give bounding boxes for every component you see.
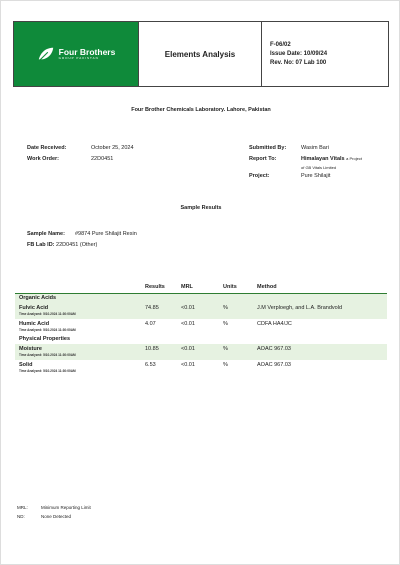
result-value: 6.53	[145, 362, 156, 368]
time-analyzed: Time Analyzed: 5/10.2024 11:30:00AM	[19, 328, 76, 332]
analyte-name: Solid	[19, 362, 33, 368]
results-header-row	[15, 280, 387, 294]
abbreviations-legend	[17, 503, 91, 521]
units-header: Units	[219, 280, 253, 294]
mrl-value: <0.01	[181, 321, 195, 327]
abbreviation-meaning: Minimum Reporting Limit	[41, 505, 91, 510]
order-info	[27, 143, 134, 165]
group-row	[15, 335, 387, 344]
submitted-by-label: Submitted By:	[249, 145, 287, 151]
units-value: %	[223, 362, 228, 368]
method-value: CDFA HA4/JC	[257, 321, 292, 327]
logo-text: Four Brothers	[58, 46, 116, 57]
sample-name-value: #9874 Pure Shilajit Resin	[75, 231, 137, 237]
mrl-value: <0.01	[181, 362, 195, 368]
project-value: Pure Shilajit	[301, 173, 331, 179]
mrl-value: <0.01	[177, 344, 219, 360]
work-order-value: 22D0451	[91, 156, 114, 162]
method-value: AOAC 967.03	[253, 344, 387, 360]
result-value: 4.07	[145, 321, 156, 327]
report-to-line2: of GB Vitals Limited	[301, 165, 337, 170]
group-row	[15, 294, 387, 304]
table-row	[15, 303, 387, 319]
units-value: %	[219, 344, 253, 360]
lab-name: Four Brother Chemicals Laboratory. Lahore, Pakistan	[131, 107, 271, 113]
work-order-label: Work Order:	[27, 156, 59, 162]
sample-results-heading: Sample Results	[180, 205, 222, 211]
time-analyzed: Time Analyzed: 5/10.2024 11:30:00AM	[19, 312, 76, 316]
group-name: Physical Properties	[19, 336, 71, 342]
mrl-value: <0.01	[177, 303, 219, 319]
form-number: F-06/02	[270, 41, 291, 48]
time-analyzed: Time Analyzed: 5/10.2024 11:30:00AM	[19, 369, 76, 373]
issue-date: Issue Date: 10/09/24	[270, 50, 328, 57]
table-row	[15, 360, 387, 376]
date-received-label: Date Received:	[27, 145, 67, 151]
company-logo	[14, 22, 138, 86]
units-value: %	[223, 321, 228, 327]
logo-subtext: GROUP PAKISTAN	[58, 56, 99, 61]
analyte-name: Fulvic Acid	[19, 305, 49, 311]
result-value: 74.85	[141, 303, 177, 319]
date-received-value: October 25, 2024	[91, 145, 134, 151]
result-value: 10.85	[141, 344, 177, 360]
sample-info	[27, 229, 137, 251]
units-value: %	[219, 303, 253, 319]
method-value: J.M Verploegh, and L.A. Brandvold	[253, 303, 387, 319]
report-header	[13, 21, 389, 87]
leaf-logo-icon	[37, 45, 55, 63]
analyte-name: Moisture	[19, 346, 42, 352]
analyte-header	[15, 280, 141, 294]
results-table	[15, 280, 387, 376]
fb-lab-id-label: FB Lab ID:	[27, 242, 55, 248]
table-row	[15, 344, 387, 360]
analyte-name: Humic Acid	[19, 321, 50, 327]
abbreviation: MRL:	[17, 505, 28, 510]
client-info	[249, 143, 362, 182]
group-name: Organic Acids	[15, 294, 387, 304]
report-to-label: Report To:	[249, 156, 277, 162]
submitted-by-value: Wasim Bari	[301, 145, 329, 151]
document-meta	[262, 22, 388, 86]
table-row	[15, 319, 387, 335]
revision-number: Rev. No: 07 Lab 100	[270, 59, 327, 66]
abbreviation-meaning: None Detected	[41, 514, 72, 519]
report-to-suffix: a Project	[346, 156, 362, 161]
document-title: Elements Analysis	[138, 22, 262, 86]
fb-lab-id-value: 22D0451 (Other)	[56, 242, 98, 248]
time-analyzed: Time Analyzed: 5/10.2024 11:30:00AM	[19, 353, 76, 357]
project-label: Project:	[249, 173, 270, 179]
mrl-header: MRL	[177, 280, 219, 294]
results-header: Results	[141, 280, 177, 294]
method-value: AOAC 967.03	[257, 362, 291, 368]
report-to-value: Himalayan Vitals	[301, 156, 345, 162]
method-header: Method	[253, 280, 387, 294]
sample-name-label: Sample Name:	[27, 231, 65, 237]
abbreviation: ND:	[17, 514, 25, 519]
